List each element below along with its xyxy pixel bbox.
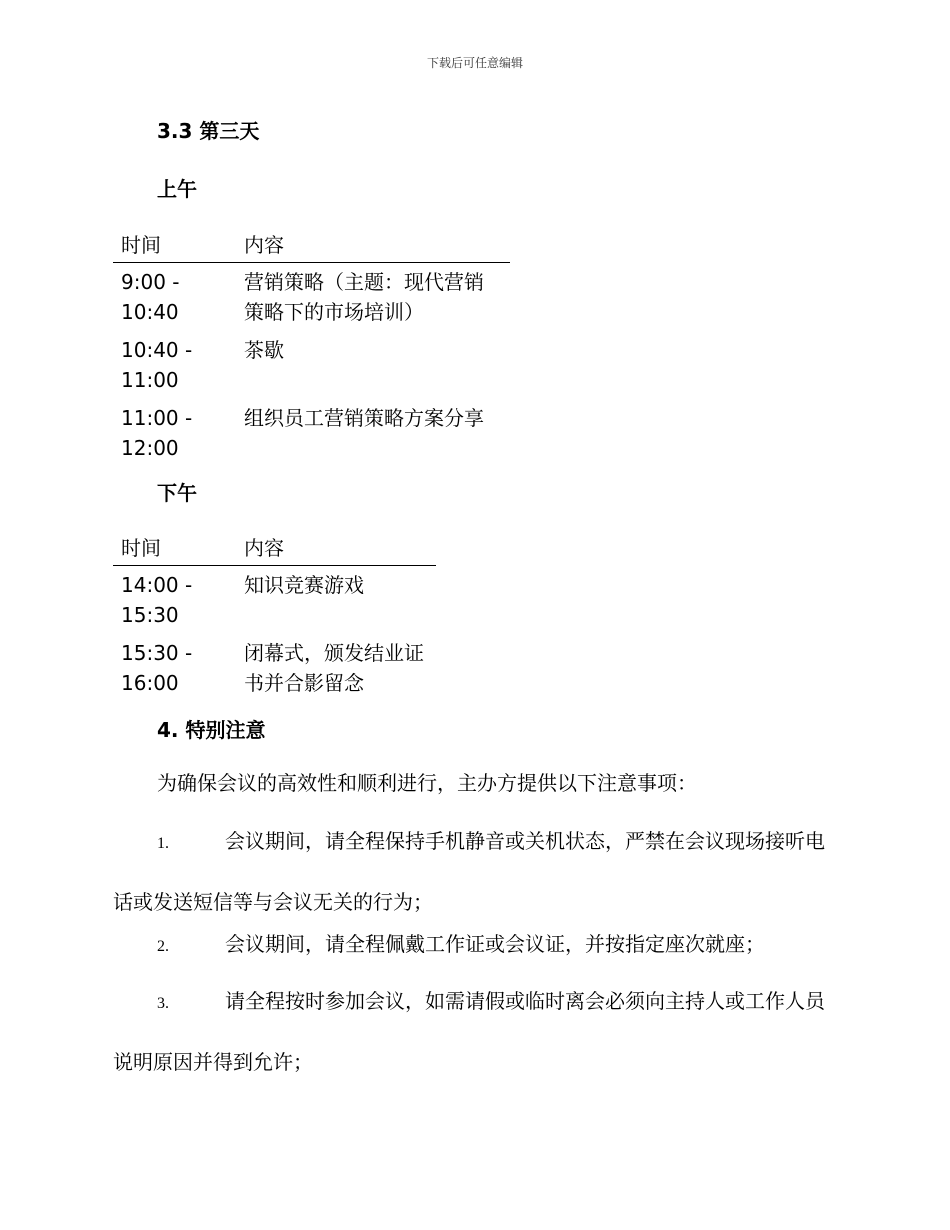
- table-row: [113, 331, 510, 399]
- list-item: [113, 915, 843, 976]
- list-item-number: 3.: [157, 995, 169, 1012]
- time-cell: 9:00 - 10:40: [121, 270, 180, 324]
- table-row: [113, 263, 510, 332]
- column-header-content: 内容: [236, 535, 436, 566]
- list-item-text: 会议期间，请全程保持手机静音或关机状态，严禁在会议现场接听电话或发送短信等与会议无关的行为；: [113, 829, 825, 914]
- morning-schedule-table: [113, 232, 510, 467]
- afternoon-title: 下午: [157, 481, 197, 505]
- content-cell: 知识竞赛游戏: [244, 573, 364, 597]
- list-item-text: 请全程按时参加会议，如需请假或临时离会必须向主持人或工作人员说明原因并得到允许；: [113, 989, 825, 1074]
- list-item-text: 会议期间，请全程佩戴工作证或会议证，并按指定座次就座；: [225, 932, 765, 956]
- notes-intro: 为确保会议的高效性和顺利进行，主办方提供以下注意事项：: [157, 771, 697, 795]
- section-3-3-title: 3.3 第三天: [157, 119, 260, 143]
- column-header-time: 时间: [113, 232, 236, 263]
- table-header-row: [113, 232, 510, 263]
- table-row: [113, 566, 436, 635]
- list-item: [113, 812, 843, 931]
- list-item: [113, 972, 843, 1091]
- content-cell: 组织员工营销策略方案分享: [244, 406, 484, 430]
- content-cell: 营销策略（主题：现代营销策略下的市场培训）: [244, 270, 484, 324]
- morning-title: 上午: [157, 177, 197, 201]
- table-row: [113, 634, 436, 702]
- content-cell: 茶歇: [244, 338, 284, 362]
- time-cell: 11:00 - 12:00: [121, 406, 193, 460]
- time-cell: 15:30 - 16:00: [121, 641, 193, 695]
- content-cell: 闭幕式，颁发结业证书并合影留念: [244, 641, 424, 695]
- column-header-time: 时间: [113, 535, 236, 566]
- list-item-number: 2.: [157, 938, 169, 955]
- table-row: [113, 399, 510, 467]
- time-cell: 10:40 - 11:00: [121, 338, 193, 392]
- list-item-number: 1.: [157, 835, 169, 852]
- column-header-content: 内容: [236, 232, 510, 263]
- section-4-title: 4. 特别注意: [157, 718, 266, 742]
- afternoon-schedule-table: [113, 535, 436, 702]
- time-cell: 14:00 - 15:30: [121, 573, 193, 627]
- page-header: 下载后可任意编辑: [426, 56, 523, 70]
- table-header-row: [113, 535, 436, 566]
